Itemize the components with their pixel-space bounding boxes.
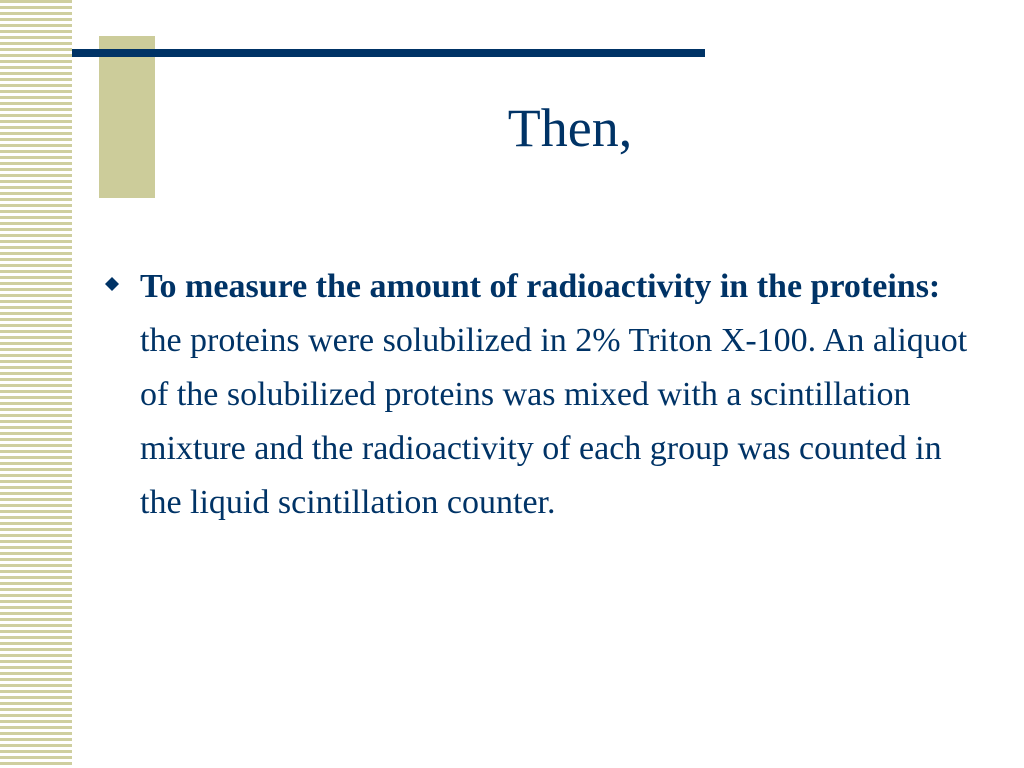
bullet-item (104, 260, 984, 530)
diamond-bullet-icon (104, 276, 120, 292)
accent-block (99, 36, 155, 198)
bullet-body-text: the proteins were solubilized in 2% Triton X-100. An aliquot of the solubilized proteins was mixed with a scintillation mixture and the radioactivity of each group was counted in the liquid scintillation counter. (140, 322, 968, 521)
bullet-lead-text: To measure the amount of radioactivity in the proteins: (140, 268, 941, 305)
slide-body (104, 260, 984, 530)
side-stripe-decoration (0, 0, 72, 768)
slide-title: Then, (507, 98, 633, 158)
title-rule (72, 49, 705, 57)
